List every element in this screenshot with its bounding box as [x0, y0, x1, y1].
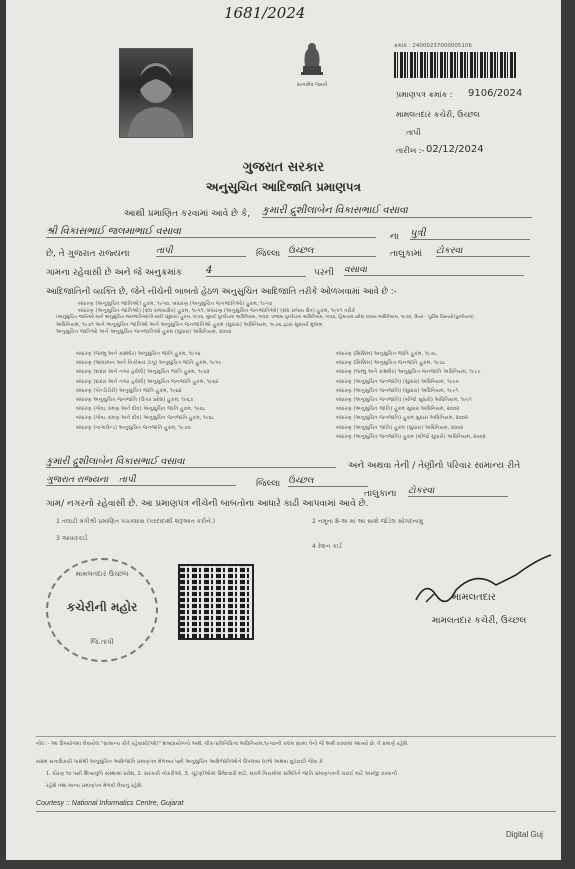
legal-note: બંધારણ (પોન્ડીચેરી) અનુસુચિત જાતિ હુકમ, ૧૯૬૪ — [76, 387, 182, 394]
stamp-text-center: કચેરીની મહોર — [66, 600, 138, 614]
legal-note: બંધારણ (સિક્કિમ) અનુસુચિત જનજાતિ હુકમ, ૧૯૭૮ — [336, 360, 446, 367]
legal-note: બંધારણ (અનુસુચિત જનજાતિ) હુકમ (બીજો સુધારો) અધિનિયમ, ૨૦૦૨ — [336, 433, 486, 440]
legal-note: બંધારણ (ગોવા, દમણ અને દીવ) અનુસુચિત જનજાતિ હુકમ, ૧૯૬૮ — [76, 415, 215, 422]
emblem-caption: સત્યમેવ જયતે — [296, 82, 328, 88]
basis-item: 3 આધારકાર્ડ — [56, 535, 88, 542]
legal-note: બંધારણ (અનુસુચિત જાતિઓ) હુકમ, ૧૯૫૦, બંધારણ (અનુસુચિત જનજાતિઓ) હુકમ, ૧૯૫૦ — [78, 301, 273, 307]
legal-note: (અનુસુચિત જાતિઓ અને અનુસુચિત જનજાતિઓની યાદી (સુધારા) હુકમ, ૧૯૫૬, મુંબઈ પુનર્રચના અધિનિયમ, ૧૯૬૦, પંજાબ પુનર્રચના અધિનિયમ, ૧૯૬૬, હિમાચલ પ્રદેશ રાજ્ય અધિનિયમ, ૧૯૭૦, ઉત્તર - પૂર્વીય વિસ્તારો(પુનર્રચના) — [56, 315, 474, 321]
father-name: શ્રી વિકાસભાઈ જલમાભાઈ વસાવા — [46, 226, 376, 238]
tribe-statement: આદિજાતિની વ્યક્તિ છે, જેને નીચેની બાબતો હેઠળ અનુસુચિત આદિજાતિ તરીકે ઓળખવામાં આવે છે :- — [46, 287, 397, 297]
footer-paragraph: સક્ષમ સત્તાધિકારી પાસેથી અનુસુચિત આદિજાતિ પ્રમાણપત્ર મેળવ્યા પછી અનુસુચિત આદિજાતિઓને ઉપલબ્ધ લાભો અથવા છૂટછાટો જેવા કે — [36, 759, 323, 765]
cert-number-label: પ્રમાણપત્ર ક્રમાંક : — [396, 90, 453, 99]
footer-note: નોંધ :- આ ઉપયોગમાં લેવાયેલ "સામાન્ય રીતે રહેવાસી(ઓ)" શબ્દપ્રયોગનો અર્થ, લોક-પ્રતિનિધિત્વ અધિનિયમ,૧૯૫૦ની કલમ ૨૦માં તેનો જે અર્થ કરવામાં આવ્યો છે, તે પ્રમાણે રહેશે. — [36, 741, 409, 747]
state2-line — [46, 475, 236, 486]
issue-date: 02/12/2024 — [426, 144, 484, 155]
relation-label: ના — [390, 232, 399, 242]
stamp-text-top: મામલતદાર ઉચ્છલ — [75, 570, 129, 578]
courtesy-text: Courtesy :: National Informatics Centre, Gujarat — [36, 800, 184, 807]
legal-note: બંધારણ (દાદરા અને નગર હવેલી) અનુસુચિત જાતિ હુકમ, ૧૯૬૨ — [76, 369, 210, 376]
legal-note: બંધારણ (જમ્મુ અને કાશ્મીર) અનુસુચિત જાતિ હુકમ, ૧૯૫૬ — [76, 351, 201, 357]
handwritten-reg-number: 1681/2024 — [224, 4, 306, 22]
state2-prefix: ગુજરાત રાજ્યના — [46, 475, 109, 485]
resident-statement: ગામ/ નગરનો રહેવાસી છે. આ પ્રમાણપત્ર નીચેની બાબતોના આધારે કાઢી આપવામાં આવે છે. — [46, 499, 369, 509]
family-residence-text: અને અથવા તેની / તેણીનો પરિવાર સામાન્ય રીતે — [348, 461, 521, 471]
cert-number: 9106/2024 — [468, 88, 523, 99]
legal-notes-left — [76, 352, 306, 435]
relation: પુત્રી — [410, 228, 530, 240]
basis-item: 4 રેશન કાર્ડ — [312, 543, 342, 550]
title-certificate: અનુસુચિત આદિજાતિ પ્રમાણપત્ર — [206, 180, 361, 194]
legal-note: બંધારણ (દાદરા અને નગર હવેલી) અનુસુચિત જનજાતિ હુકમ, ૧૯૬૨ — [76, 378, 219, 385]
legal-note: બંધારણ (નાગાલેન્ડ) અનુસુચિત જનજાતિ હુકમ, ૧૯૭૦ — [76, 424, 191, 431]
legal-note: બંધારણ (આંદામાન અને નિકોબાર ટાપુ) અનુસુચિત જાતિ હુકમ, ૧૯૫૯ — [76, 360, 222, 367]
legal-note: બંધારણ (અનુસુચિત જાતિઓ) (સંઘ રાજ્યક્ષેત્ર) હુકમ, ૧૯૫૧, બંધારણ (અનુસુચિત જનજાતિઓ) (સંઘ રાજ્ય ક્ષેત્ર) હુકમ, ૧૯૫૧ તરીકે — [78, 308, 356, 315]
legal-note: બંધારણ (અનુસુચિત જનજાતિ) (બીજો સુધારો) અધિનિયમ, ૧૯૯૧ — [336, 396, 472, 403]
tribe-name: વસાવા — [344, 265, 524, 276]
digital-gujarat-label: Digital Guj — [506, 830, 543, 839]
state-district: તાપી — [156, 246, 246, 257]
lion-emblem-icon — [297, 38, 327, 78]
person-silhouette-icon — [120, 49, 192, 137]
legal-note: બંધારણ (સિક્કિમ) અનુસુચિત જાતિ હુકમ, ૧૯૭૮ — [336, 351, 437, 357]
legal-note: અધિનિયમ, ૧૯૭૧ અને અનુસુચિત જાતિઓ અને અનુસુચિત જનજાતિઓ હુકમ (સુધારા) અધિનિયમ, ૧૯૭૬ દ્વારા સુધાર્યા મુજબ — [56, 321, 323, 328]
district-label: જિલ્લા — [256, 249, 281, 259]
taluka2-value: ટોકરવા — [408, 486, 508, 497]
legal-note: બંધારણ (ગોવા, દમણ અને દીવ) અનુસુચિત જાતિ હુકમ, ૧૯૬૮ — [76, 406, 206, 413]
certify-prefix: આથી પ્રમાણિત કરવામાં આવે છે કે, — [124, 209, 251, 219]
barcode-number: ક્રમાંક : 24000237000005106 — [394, 43, 472, 49]
district-value: ઉચ્છલ — [288, 246, 376, 257]
legal-notes-top — [46, 300, 556, 337]
signatory-title: મામલતદાર — [452, 592, 496, 603]
basis-item: 1 તલાટી મંત્રીશ્રી પ્રમાણિત પંચક્યાસ (પરદાદાથી શરૂઆત કરીને.) — [56, 518, 216, 525]
footer-divider — [36, 736, 556, 737]
district2-value: ઉચ્છલ — [288, 476, 368, 487]
legal-note: બંધારણ (અનુસુચિત જનજાતિ) હુકમ સુધારા અધિનિયમ, ૨૦૦૨ — [336, 415, 469, 422]
taluka-value: ટોકરવા — [436, 246, 530, 257]
footer-paragraph: 1. ધોરણ ૧૦ પછી શિષ્યવૃત્તિ સંસ્થામાં પ્રવેશ, 2. સરકારી નોકરીઓ, 3. ચૂંટણીઓમાં ઉમેદવારી માટે, સંવર્ગ નિયમોમાં સમિતિને જાતિ પ્રમાણપત્રની ખરાઈ માટે અરજી કરવાની — [46, 771, 398, 777]
legal-note: બંધારણ (અનુસુચિત જનજાતિ) (સુધારા) અધિનિયમ, ૧૯૯૦ — [336, 378, 459, 385]
legal-note: અનુસુચિત જાતિઓ અને અનુસુચિત જનજાતિઓ હુકમ (સુધારા) અધિનિયમ, ૨૦૦૨ — [56, 329, 232, 336]
national-emblem — [290, 38, 334, 94]
legal-note: બંધારણ (અનુસુચિત જનજાતિ) (સુધારા) અધિનિયમ, ૧૯૯૧ — [336, 387, 459, 394]
legal-note: બંધારણ (અનુસુચિત જાતિ) હુકમ સુધારા અધિનિયમ, ૨૦૦૨ — [336, 406, 460, 413]
serial-number: 4 — [206, 265, 306, 277]
signatory-office: મામલતદાર કચેરી, ઉચ્છલ — [432, 616, 527, 626]
title-government: ગુજરાત સરકાર — [242, 160, 325, 175]
barcode — [394, 52, 516, 78]
taluka-label: તાલુકામાં — [390, 249, 423, 259]
issue-date-label: તારીખ :- — [396, 146, 425, 155]
basis-item: 2 નમૂના 8-અ માં આ સાથે જોડેલ સોગંદનામું — [312, 518, 424, 525]
legal-note: બંધારણ (જમ્મુ અને કાશ્મીર) અનુસુચિત જનજાતિ અધિનિયમ, ૧૯૮૯ — [336, 369, 481, 376]
footer-paragraph: રહેશે તથા માન્ય પ્રમાણપત્ર મેળવી લેવાનું રહેશે. — [46, 783, 143, 789]
courtesy-divider — [36, 811, 556, 812]
applicant-photo — [119, 48, 193, 138]
village-prefix: ગામના રહેવાસી છે અને જે અનુક્રમાંક — [46, 268, 183, 278]
district2-label: જિલ્લા — [256, 479, 281, 489]
state-prefix: છે, તે ગુજરાત રાજ્યના — [46, 249, 130, 259]
taluka2-label: તાલુકાના — [364, 489, 397, 499]
legal-note: બંધારણ અનુસુચિત જનજાતિ (ઉત્તર પ્રદેશ) હુકમ, ૧૯૬૭ — [76, 396, 194, 403]
issuing-district: તાપી — [406, 128, 421, 137]
verification-qr-code — [178, 564, 254, 640]
applicant-name-repeat: કુમારી દ્રુશીલાબેન વિકાસભાઈ વસાવા — [46, 456, 336, 468]
serial-suffix: પરની — [314, 268, 334, 278]
stamp-text-bottom: જિ.તાપી — [90, 638, 114, 646]
state2-district: તાપી — [118, 475, 136, 485]
office-stamp — [46, 558, 158, 662]
legal-note: બંધારણ (અનુસુચિત જાતિ) હુકમ (સુધારા) અધિનિયમ, ૨૦૦૨ — [336, 424, 464, 431]
legal-notes-right — [336, 352, 556, 444]
applicant-name: કુમારી દ્રુશીલાબેન વિકાસભાઈ વસાવા — [262, 205, 532, 218]
certificate-sheet — [6, 0, 561, 860]
issuing-office: મામલતદાર કચેરી, ઉચ્છલ — [396, 110, 480, 119]
